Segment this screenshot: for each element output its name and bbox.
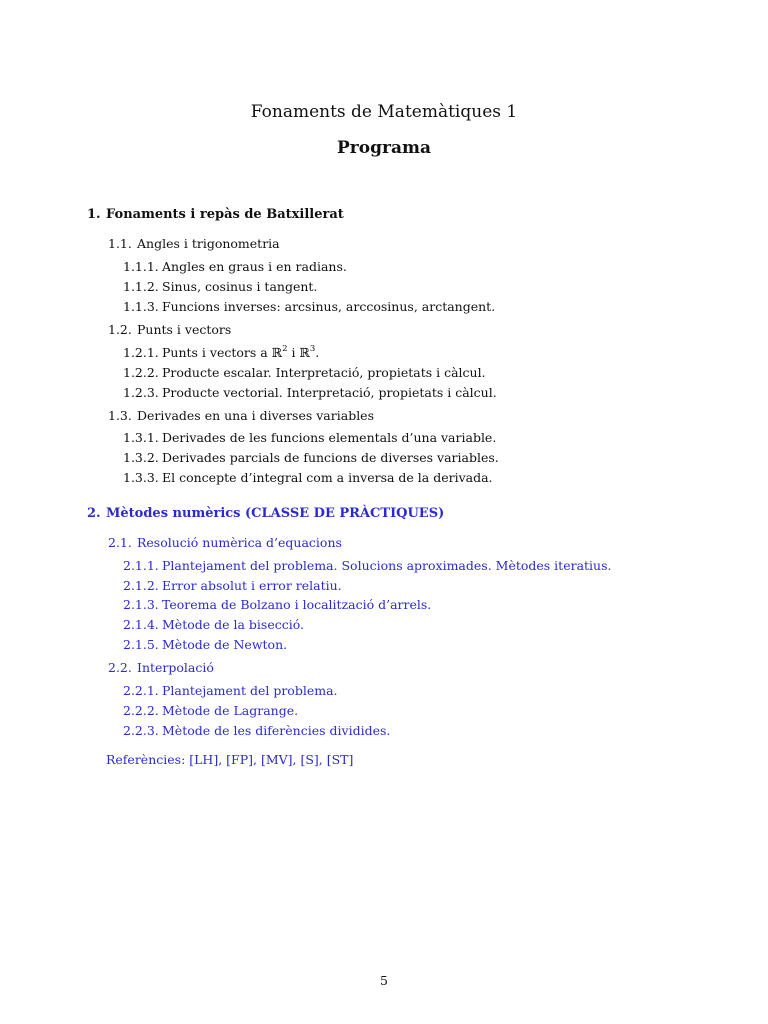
item-text: Producte vectorial. Interpretació, propietats i càlcul.	[162, 385, 497, 400]
item-number: 1.1.2.	[123, 279, 159, 294]
item-1-3-1	[123, 429, 496, 447]
references-line[interactable]: Referències: [LH], [FP], [MV], [S], [ST]	[106, 752, 354, 767]
item-text: Derivades parcials de funcions de diverses variables.	[162, 450, 499, 465]
item-number: 1.3.2.	[123, 450, 159, 465]
item-1-1-3	[123, 298, 495, 316]
item-number: 2.2.2.	[123, 703, 159, 718]
item-text: Producte escalar. Interpretació, propietats i càlcul.	[162, 365, 486, 380]
document-title: Fonaments de Matemàtiques 1	[250, 102, 518, 122]
item-1-1-1	[123, 258, 347, 276]
item-number: 2.1.1.	[123, 558, 159, 573]
item-text: Sinus, cosinus i tangent.	[162, 279, 318, 294]
document-subtitle: Programa	[337, 138, 431, 158]
item-text: Teorema de Bolzano i localització d’arrels.	[162, 597, 432, 612]
page-number: 5	[380, 973, 388, 988]
subsection-number: 1.2.	[108, 322, 132, 337]
item-2-1-1[interactable]	[123, 557, 612, 575]
item-text: i ℝ	[287, 345, 310, 360]
item-1-2-2	[123, 364, 486, 382]
section-title: Mètodes numèrics (CLASSE DE PRÀCTIQUES)	[106, 506, 445, 521]
item-text: .	[315, 345, 320, 360]
item-text: Plantejament del problema.	[162, 683, 338, 698]
item-2-2-2[interactable]	[123, 702, 298, 720]
item-text: Mètode de les diferències dividides.	[162, 723, 391, 738]
item-2-1-5[interactable]	[123, 636, 287, 654]
subsection-number: 1.1.	[108, 236, 132, 251]
item-number: 2.1.4.	[123, 617, 159, 632]
item-2-2-3[interactable]	[123, 722, 390, 740]
subsection-number: 2.2.	[108, 660, 132, 675]
section-number: 1.	[87, 207, 101, 222]
superscript-3: 3	[309, 344, 316, 354]
item-1-3-2	[123, 449, 499, 467]
item-2-2-1[interactable]	[123, 682, 338, 700]
item-number: 1.3.3.	[123, 470, 159, 485]
item-number: 2.1.3.	[123, 597, 159, 612]
item-text: Mètode de Newton.	[162, 637, 288, 652]
item-text: Mètode de la bisecció.	[162, 617, 305, 632]
item-number: 2.2.3.	[123, 723, 159, 738]
section-title: Fonaments i repàs de Batxillerat	[106, 207, 344, 222]
item-number: 1.1.1.	[123, 259, 159, 274]
subsection-title: Interpolació	[137, 660, 214, 675]
item-number: 2.1.2.	[123, 578, 159, 593]
superscript-2: 2	[282, 344, 288, 354]
subsection-1-2	[108, 321, 231, 339]
subsection-title: Punts i vectors	[137, 322, 232, 337]
item-number: 1.3.1.	[123, 430, 159, 445]
item-text: Error absolut i error relatiu.	[162, 578, 342, 593]
item-text: Angles en graus i en radians.	[162, 259, 347, 274]
item-2-1-4[interactable]	[123, 616, 304, 634]
item-text: El concepte d’integral com a inversa de la derivada.	[162, 470, 493, 485]
subsection-2-2[interactable]	[108, 659, 214, 677]
subsection-1-3	[108, 407, 374, 425]
item-number: 2.1.5.	[123, 637, 159, 652]
item-number: 1.2.1.	[123, 345, 159, 360]
subsection-title: Resolució numèrica d’equacions	[137, 535, 342, 550]
item-number: 1.2.3.	[123, 385, 159, 400]
item-number: 1.1.3.	[123, 299, 159, 314]
item-text: Punts i vectors a ℝ	[162, 345, 283, 360]
subsection-2-1[interactable]	[108, 534, 342, 552]
section-2-heading[interactable]	[87, 505, 444, 523]
item-text: Derivades de les funcions elementals d’una variable.	[162, 430, 497, 445]
item-number: 2.2.1.	[123, 683, 159, 698]
subsection-1-1	[108, 235, 280, 253]
subsection-number: 1.3.	[108, 408, 132, 423]
item-2-1-2[interactable]	[123, 577, 342, 595]
item-text: Plantejament del problema. Solucions aproximades. Mètodes iteratius.	[162, 558, 612, 573]
item-1-2-3	[123, 384, 497, 402]
item-1-2-1	[123, 344, 319, 362]
section-1-heading	[87, 206, 344, 224]
item-number: 1.2.2.	[123, 365, 159, 380]
section-number: 2.	[87, 506, 101, 521]
item-text: Mètode de Lagrange.	[162, 703, 299, 718]
subsection-title: Angles i trigonometria	[137, 236, 280, 251]
item-1-3-3	[123, 469, 493, 487]
item-2-1-3[interactable]	[123, 596, 431, 614]
item-1-1-2	[123, 278, 317, 296]
subsection-number: 2.1.	[108, 535, 132, 550]
subsection-title: Derivades en una i diverses variables	[137, 408, 374, 423]
item-text: Funcions inverses: arcsinus, arccosinus, arctangent.	[162, 299, 496, 314]
